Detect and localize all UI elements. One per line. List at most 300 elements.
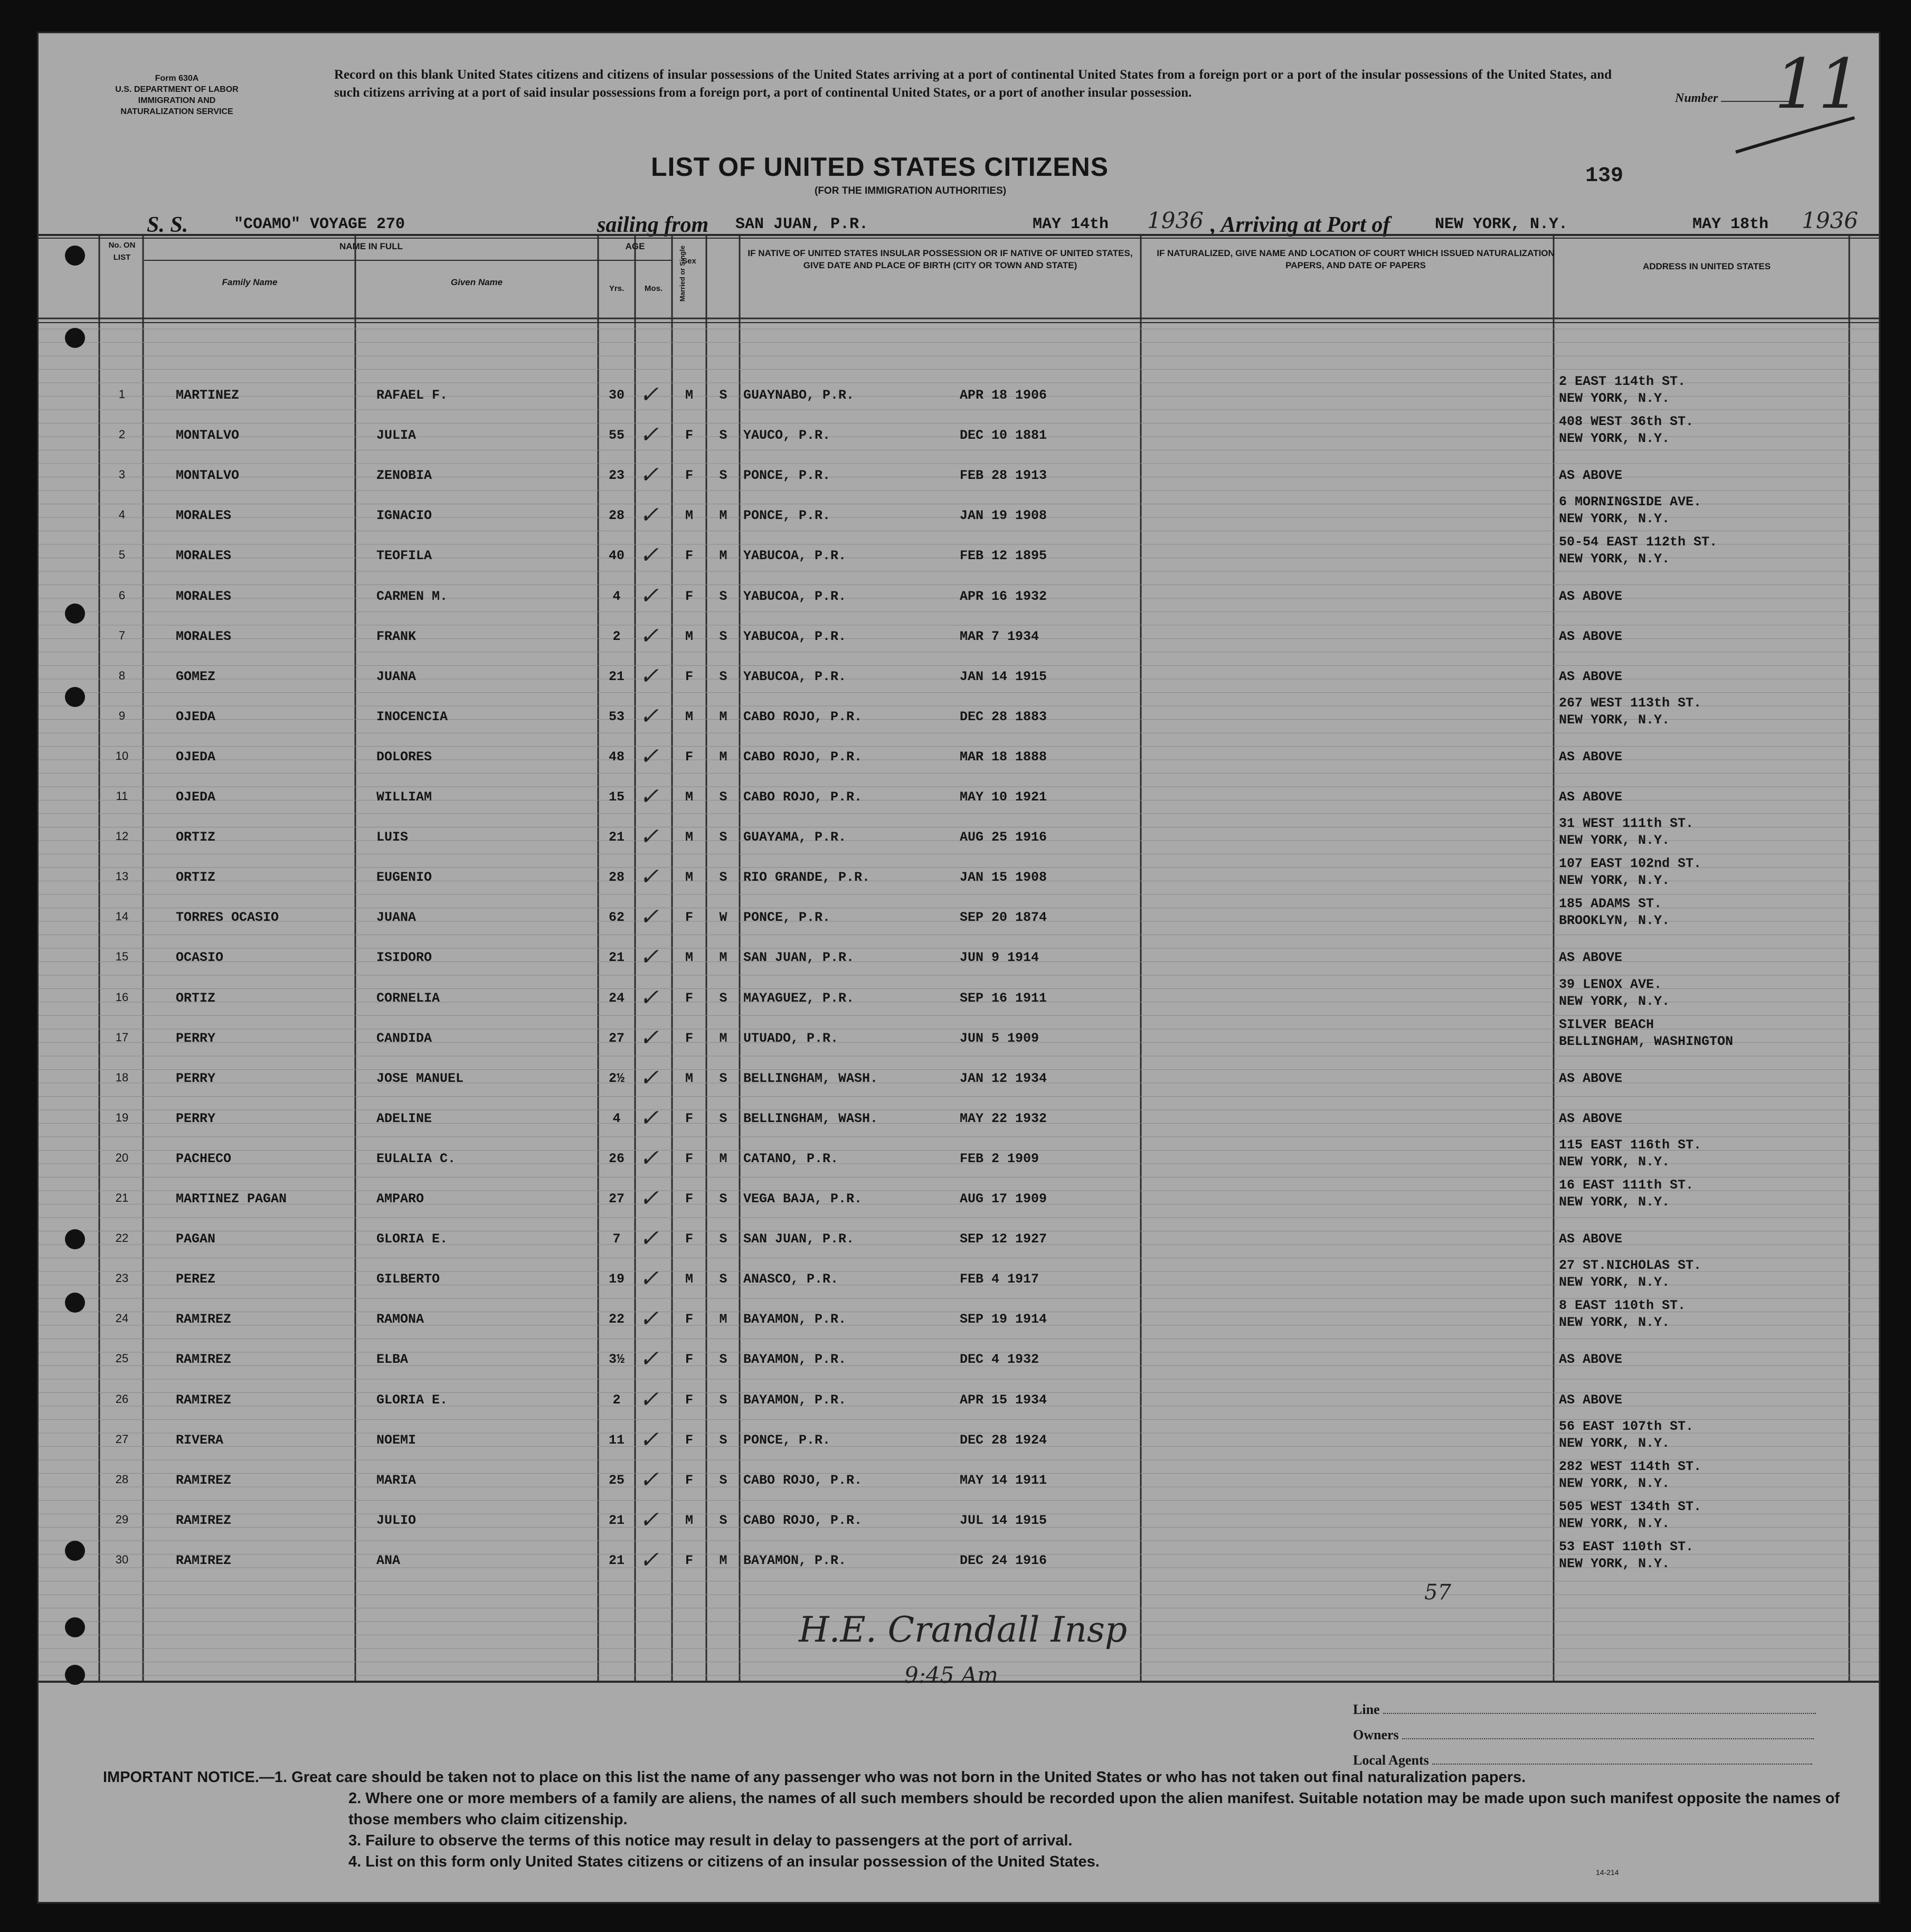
birth-date: MAR 18 1888 — [960, 749, 1047, 765]
birth-date: SEP 20 1874 — [960, 910, 1047, 926]
manifest-sheet — [37, 32, 1880, 1903]
sex-code: M — [685, 1070, 693, 1086]
sex-code: M — [685, 830, 693, 845]
address-line-1: AS ABOVE — [1559, 1231, 1623, 1247]
check-mark: ✓ — [639, 1265, 659, 1293]
sex-code: F — [685, 1432, 693, 1448]
sex-code: F — [685, 990, 693, 1006]
sex-code: F — [685, 1392, 693, 1408]
header-married-single: Married or Single — [678, 245, 686, 302]
birth-date: AUG 17 1909 — [960, 1191, 1047, 1207]
number-label-text: Number — [1675, 91, 1718, 105]
given-name: INOCENCIA — [376, 709, 448, 724]
row-number: 23 — [115, 1271, 129, 1285]
family-name: TORRES OCASIO — [176, 910, 279, 926]
header-sex: Sex — [682, 257, 696, 266]
given-name: CORNELIA — [376, 990, 440, 1006]
address-line-1: 505 WEST 134th ST. — [1559, 1499, 1702, 1514]
birth-date: SEP 19 1914 — [960, 1312, 1047, 1327]
check-mark: ✓ — [639, 1546, 659, 1573]
sex-code: M — [685, 388, 693, 403]
birth-date: MAY 10 1921 — [960, 789, 1047, 805]
age-years: 27 — [608, 1191, 625, 1207]
age-years: 4 — [612, 588, 621, 604]
birth-place: PONCE, P.R. — [743, 910, 831, 926]
age-years: 62 — [608, 910, 625, 926]
sex-code: F — [685, 749, 693, 765]
family-name: RAMIREZ — [176, 1512, 232, 1528]
age-years: 21 — [608, 1512, 625, 1528]
form-number: Form 630A — [155, 74, 199, 83]
notice-item-1 — [103, 1767, 1845, 1788]
sex-code: M — [685, 870, 693, 885]
sex-code: F — [685, 1110, 693, 1126]
address-line-2: NEW YORK, N.Y. — [1559, 551, 1670, 567]
marital-status: M — [719, 548, 727, 564]
local-agents-label: Local Agents — [1353, 1752, 1429, 1768]
marital-status: S — [719, 668, 727, 684]
check-mark: ✓ — [639, 662, 659, 690]
check-mark: ✓ — [639, 742, 659, 770]
address-line-2: NEW YORK, N.Y. — [1559, 1515, 1670, 1531]
check-mark: ✓ — [639, 461, 659, 489]
row-number: 18 — [115, 1070, 129, 1084]
family-name: MONTALVO — [176, 468, 240, 484]
birth-date: FEB 12 1895 — [960, 548, 1047, 564]
given-name: AMPARO — [376, 1191, 424, 1207]
row-number: 17 — [115, 1030, 129, 1044]
marital-status: S — [719, 388, 727, 403]
address-line-1: AS ABOVE — [1559, 468, 1623, 484]
sex-code: M — [685, 1271, 693, 1287]
sex-code: M — [685, 709, 693, 724]
birth-place: SAN JUAN, P.R. — [743, 950, 855, 966]
family-name: OJEDA — [176, 789, 216, 805]
given-name: LUIS — [376, 830, 409, 845]
birth-place: BELLINGHAM, WASH. — [743, 1070, 878, 1086]
marital-status: S — [719, 628, 727, 644]
sex-code: F — [685, 588, 693, 604]
age-years: 3½ — [608, 1352, 625, 1368]
family-name: ORTIZ — [176, 830, 216, 845]
birth-place: RIO GRANDE, P.R. — [743, 870, 871, 885]
birth-date: DEC 24 1916 — [960, 1552, 1047, 1568]
family-name: MONTALVO — [176, 428, 240, 444]
marital-status: S — [719, 990, 727, 1006]
row-number: 10 — [115, 749, 129, 762]
row-number: 3 — [118, 468, 126, 482]
marital-status: M — [719, 1151, 727, 1166]
marital-status: S — [719, 1110, 727, 1126]
address-line-1: 56 EAST 107th ST. — [1559, 1418, 1694, 1434]
row-number: 12 — [115, 830, 129, 843]
address-line-2: NEW YORK, N.Y. — [1559, 1194, 1670, 1210]
check-mark: ✓ — [639, 944, 659, 971]
family-name: RAMIREZ — [176, 1312, 232, 1327]
check-mark: ✓ — [639, 1426, 659, 1453]
address-line-1: 27 ST.NICHOLAS ST. — [1559, 1258, 1702, 1274]
sex-code: F — [685, 1552, 693, 1568]
family-name: OJEDA — [176, 749, 216, 765]
row-number: 7 — [118, 628, 126, 642]
birth-date: JAN 19 1908 — [960, 508, 1047, 524]
sex-code: F — [685, 548, 693, 564]
family-name: MORALES — [176, 508, 232, 524]
family-name: OCASIO — [176, 950, 224, 966]
age-years: 19 — [608, 1271, 625, 1287]
sex-code: M — [685, 950, 693, 966]
given-name: WILLIAM — [376, 789, 432, 805]
address-line-2: NEW YORK, N.Y. — [1559, 1435, 1670, 1451]
header-yrs: Yrs. — [609, 284, 625, 293]
family-name: RAMIREZ — [176, 1352, 232, 1368]
address-line-1: AS ABOVE — [1559, 950, 1623, 966]
birth-date: DEC 4 1932 — [960, 1352, 1039, 1368]
birth-date: JUN 9 1914 — [960, 950, 1039, 966]
address-line-2: NEW YORK, N.Y. — [1559, 1475, 1670, 1491]
birth-place: YABUCOA, P.R. — [743, 668, 847, 684]
given-name: DOLORES — [376, 749, 432, 765]
marital-status: S — [719, 1191, 727, 1207]
check-mark: ✓ — [639, 1104, 659, 1132]
address-line-2: BELLINGHAM, WASHINGTON — [1559, 1033, 1734, 1049]
sex-code: F — [685, 1472, 693, 1488]
marital-status: M — [719, 1030, 727, 1046]
birth-place: GUAYAMA, P.R. — [743, 830, 847, 845]
stamped-page-number: 139 — [1585, 164, 1624, 188]
address-line-1: 2 EAST 114th ST. — [1559, 374, 1686, 389]
given-name: RAMONA — [376, 1312, 424, 1327]
check-mark: ✓ — [639, 1185, 659, 1212]
check-mark: ✓ — [639, 863, 659, 891]
age-years: 11 — [608, 1432, 625, 1448]
birth-date: MAR 7 1934 — [960, 628, 1039, 644]
marital-status: W — [719, 910, 727, 926]
address-line-1: 115 EAST 116th ST. — [1559, 1137, 1702, 1153]
marital-status: M — [719, 709, 727, 724]
birth-place: PONCE, P.R. — [743, 468, 831, 484]
birth-place: YAUCO, P.R. — [743, 428, 831, 444]
family-name: PERRY — [176, 1070, 216, 1086]
sex-code: M — [685, 508, 693, 524]
header-mos: Mos. — [644, 284, 663, 293]
given-name: IGNACIO — [376, 508, 432, 524]
birth-place: CABO ROJO, P.R. — [743, 749, 863, 765]
document-subtitle: (FOR THE IMMIGRATION AUTHORITIES) — [815, 185, 1007, 196]
birth-date: APR 15 1934 — [960, 1392, 1047, 1408]
sex-code: M — [685, 789, 693, 805]
family-name: PAGAN — [176, 1231, 216, 1247]
inspector-signature: H.E. Crandall Insp — [799, 1609, 1128, 1650]
header-address: ADDRESS IN UNITED STATES — [1642, 261, 1771, 271]
birth-date: DEC 28 1883 — [960, 709, 1047, 724]
punch-hole — [65, 1665, 85, 1685]
given-name: JUANA — [376, 910, 417, 926]
address-line-1: AS ABOVE — [1559, 789, 1623, 805]
given-name: JULIO — [376, 1512, 417, 1528]
age-years: 28 — [608, 870, 625, 885]
row-number: 16 — [115, 990, 129, 1004]
age-years: 26 — [608, 1151, 625, 1166]
birth-place: YABUCOA, P.R. — [743, 588, 847, 604]
address-line-1: AS ABOVE — [1559, 1070, 1623, 1086]
owners-label: Owners — [1353, 1727, 1399, 1742]
list-number-handwritten: 11 — [1774, 44, 1862, 124]
marital-status: S — [719, 1271, 727, 1287]
service-name-2: NATURALIZATION SERVICE — [120, 107, 233, 116]
address-line-2: NEW YORK, N.Y. — [1559, 833, 1670, 849]
given-name: CARMEN M. — [376, 588, 448, 604]
punch-hole — [65, 1293, 85, 1313]
line-field — [1353, 1702, 1816, 1718]
address-line-1: 39 LENOX AVE. — [1559, 976, 1662, 992]
family-name: PERRY — [176, 1110, 216, 1126]
family-name: MORALES — [176, 588, 232, 604]
age-years: 55 — [608, 428, 625, 444]
row-number: 25 — [115, 1352, 129, 1365]
age-years: 30 — [608, 388, 625, 403]
family-name: RAMIREZ — [176, 1552, 232, 1568]
address-line-2: NEW YORK, N.Y. — [1559, 873, 1670, 889]
row-number: 8 — [118, 668, 126, 682]
sail-year: 1936 — [1147, 208, 1204, 233]
birth-place: BAYAMON, P.R. — [743, 1352, 847, 1368]
address-line-1: AS ABOVE — [1559, 1110, 1623, 1126]
birth-date: SEP 12 1927 — [960, 1231, 1047, 1247]
family-name: MARTINEZ — [176, 388, 240, 403]
row-number: 1 — [118, 388, 126, 401]
marital-status: S — [719, 1432, 727, 1448]
row-number: 6 — [118, 588, 126, 602]
address-line-1: AS ABOVE — [1559, 1392, 1623, 1408]
sex-code: F — [685, 1352, 693, 1368]
notice-item-2: 2. Where one or more members of a family are aliens, the names of all such members should be recorded upon the alien manifest. Suitable notation may be made upon such manifest opposite the names of those members who claim citizenship. — [348, 1790, 1840, 1828]
address-line-1: AS ABOVE — [1559, 749, 1623, 765]
given-name: GLORIA E. — [376, 1231, 448, 1247]
birth-date: FEB 2 1909 — [960, 1151, 1039, 1166]
sex-code: M — [685, 1512, 693, 1528]
local-agents-field — [1353, 1752, 1812, 1768]
header-given-name: Given Name — [450, 277, 503, 287]
form-print-code: 14-214 — [1596, 1868, 1619, 1877]
address-line-1: 282 WEST 114th ST. — [1559, 1458, 1702, 1474]
check-mark: ✓ — [639, 1144, 659, 1172]
check-mark: ✓ — [639, 542, 659, 569]
sex-code: F — [685, 910, 693, 926]
birth-place: CABO ROJO, P.R. — [743, 1472, 863, 1488]
punch-hole — [65, 1229, 85, 1249]
check-mark: ✓ — [639, 622, 659, 649]
family-name: MARTINEZ PAGAN — [176, 1191, 287, 1207]
given-name: JOSE MANUEL — [376, 1070, 464, 1086]
family-name: PERRY — [176, 1030, 216, 1046]
address-line-2: NEW YORK, N.Y. — [1559, 712, 1670, 728]
age-years: 28 — [608, 508, 625, 524]
birth-place: CABO ROJO, P.R. — [743, 709, 863, 724]
arriving-label: , Arriving at Port of — [1210, 213, 1390, 237]
birth-place: CATANO, P.R. — [743, 1151, 839, 1166]
row-number: 2 — [118, 428, 126, 441]
address-line-1: 185 ADAMS ST. — [1559, 896, 1662, 912]
birth-place: YABUCOA, P.R. — [743, 628, 847, 644]
family-name: OJEDA — [176, 709, 216, 724]
birth-place: ANASCO, P.R. — [743, 1271, 839, 1287]
address-line-1: 8 EAST 110th ST. — [1559, 1298, 1686, 1314]
address-line-1: AS ABOVE — [1559, 668, 1623, 684]
age-years: 2 — [612, 1392, 621, 1408]
important-notice — [103, 1767, 1845, 1872]
header-no-on-list: No. ON LIST — [108, 241, 136, 262]
notice-item-4: 4. List on this form only United States citizens or citizens of an insular possession of the United States. — [348, 1853, 1100, 1870]
marital-status: M — [719, 1312, 727, 1327]
birth-place: SAN JUAN, P.R. — [743, 1231, 855, 1247]
age-years: 21 — [608, 950, 625, 966]
sex-code: F — [685, 1151, 693, 1166]
birth-place: BAYAMON, P.R. — [743, 1552, 847, 1568]
sail-date: MAY 14th — [1032, 215, 1109, 233]
marital-status: S — [719, 588, 727, 604]
birth-place: PONCE, P.R. — [743, 1432, 831, 1448]
address-line-1: 50-54 EAST 112th ST. — [1559, 534, 1718, 550]
sex-code: F — [685, 668, 693, 684]
given-name: ZENOBIA — [376, 468, 432, 484]
sex-code: F — [685, 1191, 693, 1207]
tally-number: 57 — [1424, 1580, 1451, 1605]
department-name: U.S. DEPARTMENT OF LABOR — [115, 85, 239, 94]
given-name: ISIDORO — [376, 950, 432, 966]
intro-instructions: Record on this blank United States citizens and citizens of insular possessions of the United States arriving at a port of continental United States from a foreign port or a port of the insular possessions of the United States, and such citizens arriving at a port of said insular possessions from a foreign port, a port of continental United States, or a port of another insular possession. — [334, 68, 1612, 100]
row-number: 15 — [115, 950, 129, 964]
arrive-date: MAY 18th — [1692, 215, 1769, 233]
age-years: 2 — [612, 628, 621, 644]
check-mark: ✓ — [639, 1024, 659, 1051]
check-mark: ✓ — [639, 381, 659, 408]
header-birth-details: IF NATIVE OF UNITED STATES INSULAR POSSESSION OR IF NATIVE OF UNITED STATES, GIVE DATE AND PLACE OF BIRTH (CITY OR TOWN AND STATE) — [748, 248, 1133, 270]
row-number: 21 — [115, 1191, 129, 1204]
check-mark: ✓ — [639, 702, 659, 730]
birth-place: GUAYNABO, P.R. — [743, 388, 855, 403]
punch-hole — [65, 687, 85, 707]
check-mark: ✓ — [639, 783, 659, 810]
given-name: GLORIA E. — [376, 1392, 448, 1408]
marital-status: S — [719, 870, 727, 885]
birth-date: SEP 16 1911 — [960, 990, 1047, 1006]
row-number: 11 — [116, 789, 128, 803]
notice-heading: IMPORTANT NOTICE. — [103, 1769, 259, 1786]
ss-label: S. S. — [147, 213, 188, 237]
given-name: MARIA — [376, 1472, 417, 1488]
check-mark: ✓ — [639, 582, 659, 609]
address-line-1: SILVER BEACH — [1559, 1016, 1654, 1032]
address-line-1: 408 WEST 36th ST. — [1559, 414, 1694, 430]
birth-date: JAN 15 1908 — [960, 870, 1047, 885]
check-mark: ✓ — [639, 1506, 659, 1533]
age-years: 27 — [608, 1030, 625, 1046]
age-years: 22 — [608, 1312, 625, 1327]
given-name: EUGENIO — [376, 870, 432, 885]
family-name: PACHECO — [176, 1151, 232, 1166]
check-mark: ✓ — [639, 903, 659, 931]
family-name: MORALES — [176, 628, 232, 644]
marital-status: S — [719, 1352, 727, 1368]
marital-status: S — [719, 1392, 727, 1408]
sex-code: M — [685, 628, 693, 644]
marital-status: S — [719, 1472, 727, 1488]
header-naturalization: IF NATURALIZED, GIVE NAME AND LOCATION OF COURT WHICH ISSUED NATURALIZATION PAPERS, AND DATE OF PAPERS — [1157, 248, 1555, 270]
birth-date: JAN 12 1934 — [960, 1070, 1047, 1086]
marital-status: S — [719, 428, 727, 444]
address-line-1: 107 EAST 102nd ST. — [1559, 856, 1702, 872]
arrive-year: 1936 — [1802, 208, 1858, 233]
sex-code: F — [685, 428, 693, 444]
age-years: 4 — [612, 1110, 621, 1126]
birth-place: PONCE, P.R. — [743, 508, 831, 524]
sailing-from-label: sailing from — [597, 213, 709, 237]
address-line-1: 267 WEST 113th ST. — [1559, 695, 1702, 711]
birth-place: YABUCOA, P.R. — [743, 548, 847, 564]
birth-date: DEC 28 1924 — [960, 1432, 1047, 1448]
check-mark: ✓ — [639, 1064, 659, 1091]
address-line-1: AS ABOVE — [1559, 628, 1623, 644]
birth-date: JAN 14 1915 — [960, 668, 1047, 684]
birth-place: BAYAMON, P.R. — [743, 1392, 847, 1408]
ship-name: "COAMO" VOYAGE 270 — [234, 215, 405, 233]
check-mark: ✓ — [639, 984, 659, 1011]
age-years: 21 — [608, 668, 625, 684]
birth-date: MAY 22 1932 — [960, 1110, 1047, 1126]
address-line-2: NEW YORK, N.Y. — [1559, 1556, 1670, 1571]
birth-place: CABO ROJO, P.R. — [743, 1512, 863, 1528]
age-years: 21 — [608, 830, 625, 845]
birth-date: APR 18 1906 — [960, 388, 1047, 403]
marital-status: S — [719, 1512, 727, 1528]
row-number: 19 — [115, 1110, 129, 1124]
birth-date: APR 16 1932 — [960, 588, 1047, 604]
given-name: TEOFILA — [376, 548, 432, 564]
header-age: AGE — [625, 241, 645, 251]
marital-status: M — [719, 1552, 727, 1568]
check-mark: ✓ — [639, 502, 659, 529]
age-years: 24 — [608, 990, 625, 1006]
age-years: 21 — [608, 1552, 625, 1568]
row-number: 30 — [115, 1552, 129, 1566]
age-years: 48 — [608, 749, 625, 765]
family-name: RAMIREZ — [176, 1472, 232, 1488]
punch-hole — [65, 246, 85, 266]
marital-status: S — [719, 789, 727, 805]
family-name: GOMEZ — [176, 668, 216, 684]
address-line-1: 16 EAST 111th ST. — [1559, 1177, 1694, 1193]
sex-code: F — [685, 1312, 693, 1327]
notice-text-1: —1. Great care should be taken not to place on this list the name of any passenger who was not born in the United States or who has not taken out final naturalization papers. — [259, 1769, 1526, 1786]
row-number: 4 — [118, 508, 126, 522]
address-line-2: NEW YORK, N.Y. — [1559, 391, 1670, 406]
birth-date: MAY 14 1911 — [960, 1472, 1047, 1488]
marital-status: S — [719, 830, 727, 845]
sex-code: F — [685, 468, 693, 484]
family-name: RAMIREZ — [176, 1392, 232, 1408]
address-line-2: NEW YORK, N.Y. — [1559, 511, 1670, 527]
to-port: NEW YORK, N.Y. — [1435, 215, 1568, 233]
age-years: 53 — [608, 709, 625, 724]
given-name: JULIA — [376, 428, 417, 444]
check-mark: ✓ — [639, 1225, 659, 1252]
birth-date: FEB 4 1917 — [960, 1271, 1039, 1287]
row-number: 27 — [115, 1432, 129, 1446]
service-name-1: IMMIGRATION AND — [138, 96, 216, 105]
marital-status: M — [719, 950, 727, 966]
punch-hole — [65, 1617, 85, 1637]
